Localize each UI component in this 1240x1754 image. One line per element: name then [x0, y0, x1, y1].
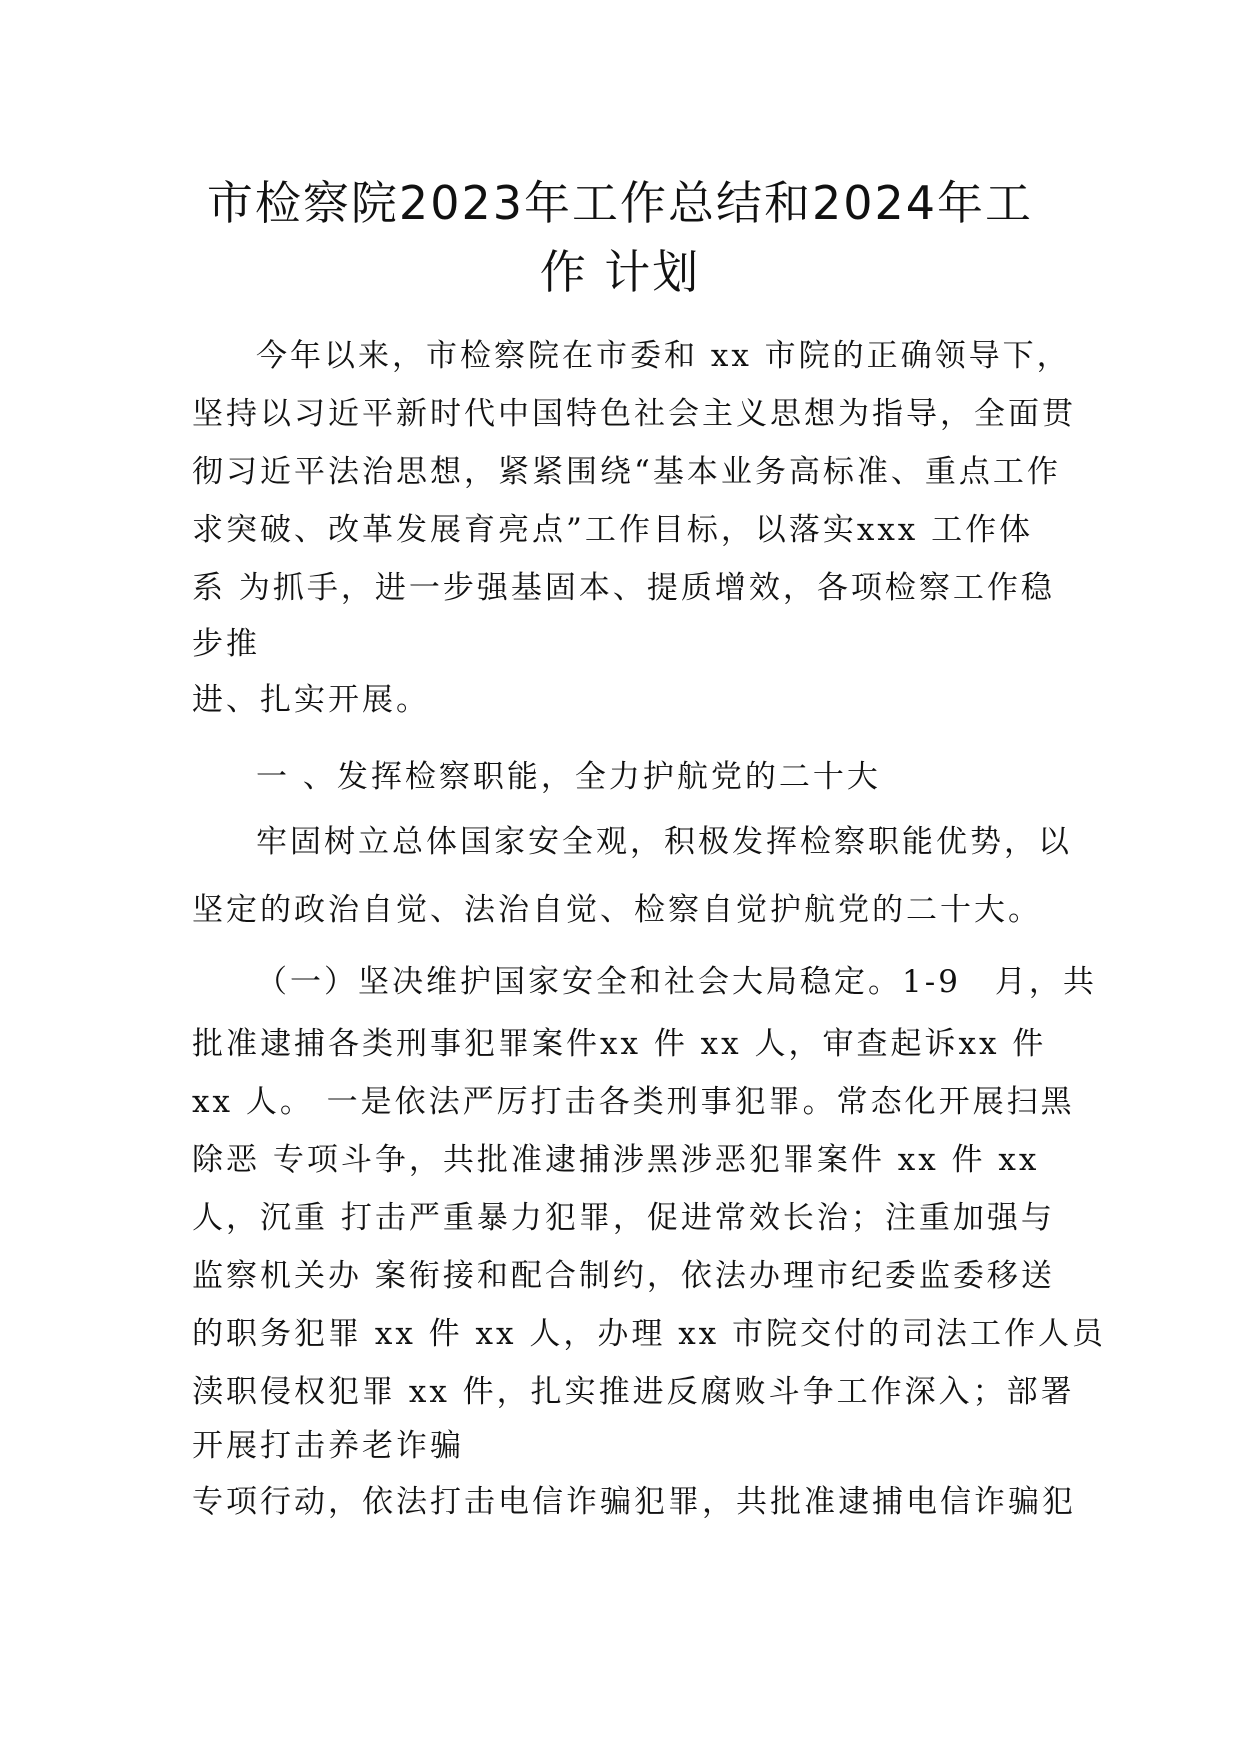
body-text-line: 开展打击养老诈骗 — [192, 1428, 464, 1464]
body-text-line: 除恶 专项斗争，共批准逮捕涉黑涉恶犯罪案件 xx 件 xx — [192, 1142, 1040, 1178]
body-text-line: 求突破、改革发展育亮点”工作目标，以落实xxx 工作体 — [192, 512, 1034, 548]
body-text-line: 的职务犯罪 xx 件 xx 人，办理 xx 市院交付的司法工作人员 — [192, 1316, 1107, 1352]
document-title-line-2: 作 计划 — [539, 245, 701, 299]
body-text-line: 坚持以习近平新时代中国特色社会主义思想为指导，全面贯 — [192, 396, 1076, 432]
body-text-line: 坚定的政治自觉、法治自觉、检察自觉护航党的二十大。 — [192, 892, 1042, 928]
body-text-line: 监察机关办 案衔接和配合制约，依法办理市纪委监委移送 — [192, 1258, 1055, 1294]
body-text-line: 步推 — [192, 626, 260, 662]
subsection-line: （一）坚决维护国家安全和社会大局稳定。1-9 月，共 — [256, 964, 1097, 1000]
section-heading: 一 、发挥检察职能，全力护航党的二十大 — [256, 759, 881, 795]
body-text-line: 彻习近平法治思想，紧紧围绕“基本业务高标准、重点工作 — [192, 454, 1061, 490]
body-text-line: 批准逮捕各类刑事犯罪案件xx 件 xx 人，审查起诉xx 件 — [192, 1026, 1047, 1062]
document-title-line-1: 市检察院2023年工作总结和2024年工 — [206, 176, 1034, 230]
body-text-line: 渎职侵权犯罪 xx 件，扎实推进反腐败斗争工作深入；部署 — [192, 1374, 1075, 1410]
body-text-line: 今年以来，市检察院在市委和 xx 市院的正确领导下， — [256, 338, 1071, 374]
body-text-line: xx 人。 一是依法严厉打击各类刑事犯罪。常态化开展扫黑 — [192, 1084, 1075, 1120]
body-text-line: 牢固树立总体国家安全观，积极发挥检察职能优势，以 — [256, 824, 1072, 860]
body-text-line: 人，沉重 打击严重暴力犯罪，促进常效长治；注重加强与 — [192, 1200, 1055, 1236]
body-text-line: 进、扎实开展。 — [192, 682, 430, 718]
body-text-line: 系 为抓手，进一步强基固本、提质增效，各项检察工作稳 — [192, 570, 1055, 606]
body-text-line: 专项行动，依法打击电信诈骗犯罪，共批准逮捕电信诈骗犯 — [192, 1484, 1076, 1520]
